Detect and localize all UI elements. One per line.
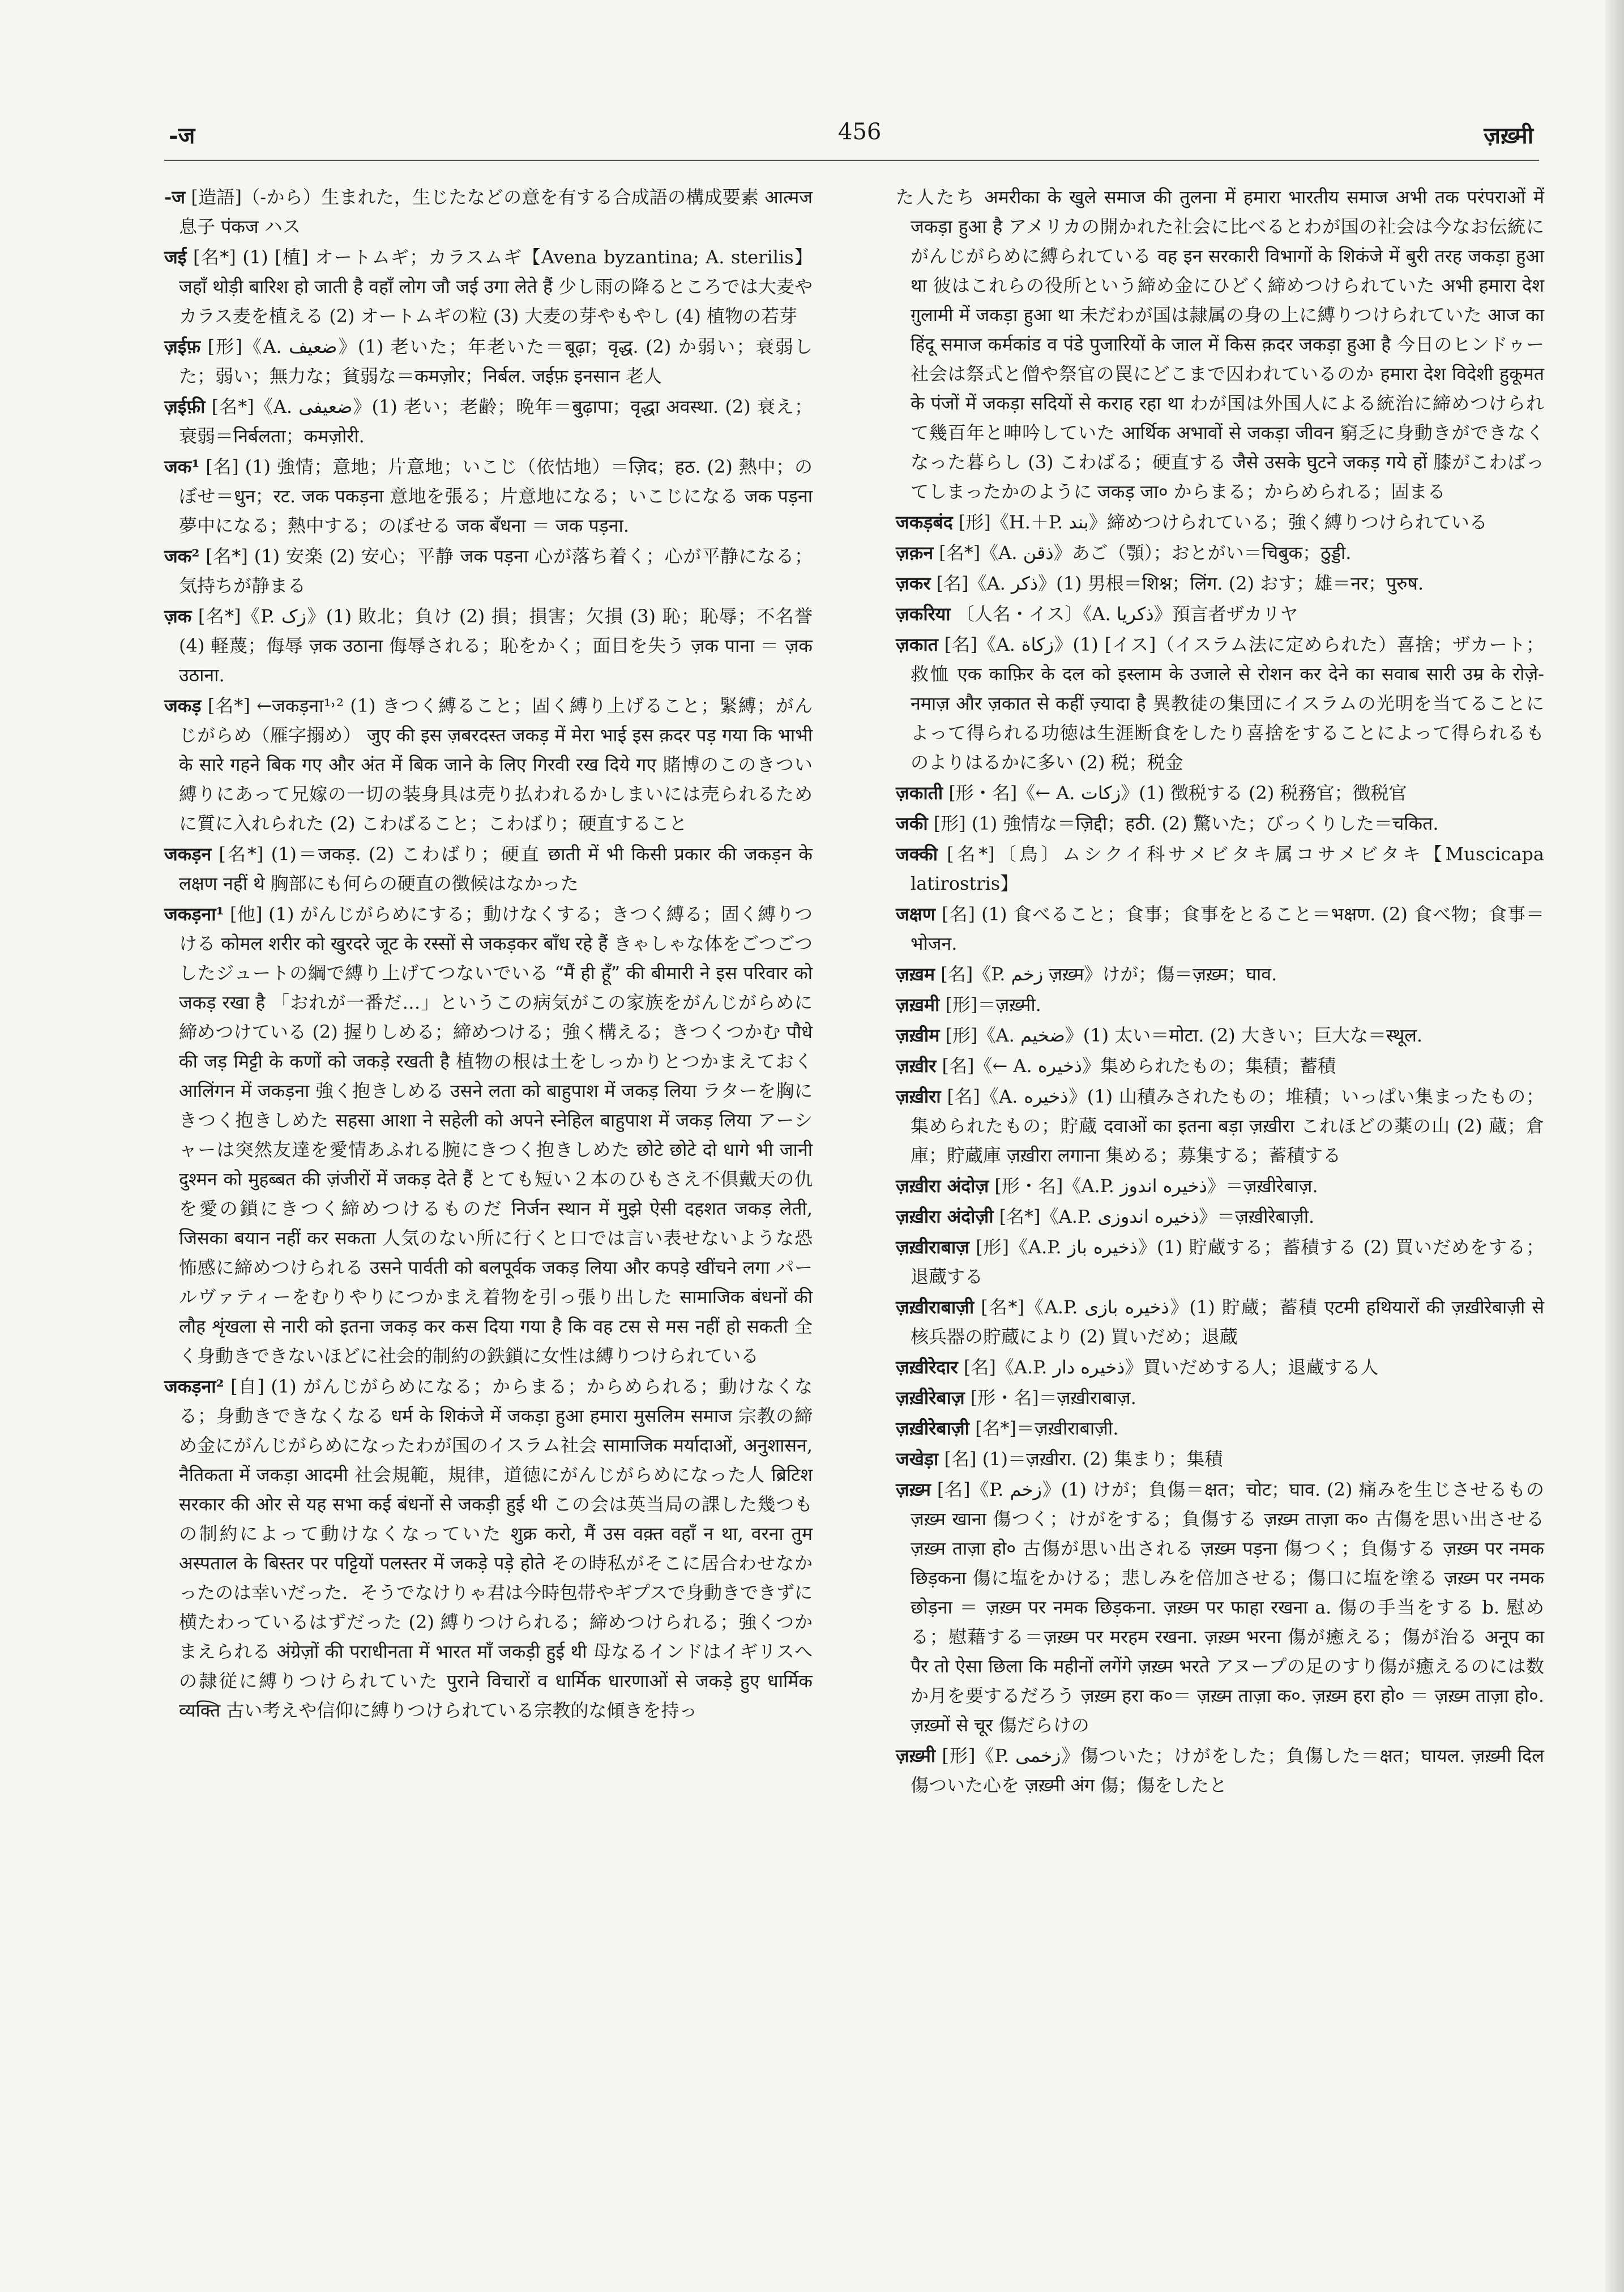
dictionary-entry	[896, 959, 1544, 989]
dictionary-entry	[164, 392, 813, 451]
entry-definition: [形・名]＝ज़ख़ीराबाज़.	[970, 1387, 1136, 1409]
entry-definition: [名] (1) 強情；意地；片意地；いこじ（依怙地）＝ज़िद；हठ. (2) 熱中；のぼせ＝धुन；रट. जक पकड़ना 意地を張る；片意地になる；いこじになる जक पड़ना 夢中になる；熱中する；のぼせる जक बँधना ＝ जक पड़ना.	[179, 456, 813, 536]
dictionary-entry	[164, 899, 813, 1371]
entry-headword: जक¹	[164, 456, 200, 477]
dictionary-entry	[896, 1202, 1544, 1231]
entry-headword: ज़ख़ीम	[896, 1025, 940, 1046]
dictionary-entry	[896, 1021, 1544, 1050]
entry-definition: [名*]《A. ذقن》あご（顎）；おとがい＝चिबुक；ठुड्डी.	[939, 542, 1352, 564]
entry-headword: ज़ख़म	[896, 963, 935, 985]
dictionary-entry	[164, 452, 813, 540]
page-number: 456	[838, 119, 882, 145]
entry-definition: [造語]（-から）生まれた，生じたなどの意を有する合成語の構成要素 आत्मज 息子 पंकज ハス	[179, 186, 813, 237]
entry-definition: [名]《← A. ذخيره》集められたもの；集積；蓄積	[942, 1055, 1336, 1077]
dictionary-entry	[896, 569, 1544, 598]
entry-headword: ज़ख़मी	[896, 994, 940, 1015]
entry-definition: [形]《A. ضعيف》(1) 老いた；年老いた＝बूढ़ा；वृद्ध. (2) か弱い；衰弱した；弱い；無力な；貧弱な＝कमज़ोर；निर्बल. जईफ़ इनसान 老人	[179, 336, 813, 387]
entry-headword: जकड़न	[164, 843, 212, 865]
running-head-right: ज़ख़्मी	[1484, 122, 1533, 149]
dictionary-entry	[896, 899, 1544, 958]
dictionary-entry	[896, 1232, 1544, 1291]
entry-definition: [名]《P. زخم》(1) けが；負傷＝क्षत；चोट；घाव. (2) 痛みを生じさせるもの ज़ख़्म खाना 傷つく；けがをする；負傷する ज़ख़्म ताज़ा क० 古傷を思い出させる ज़ख़्म ताज़ा हो० 古傷が思い出される ज़ख़्म पड़ना 傷つく；負傷する ज़ख़्म पर नमक छिड़कना 傷に塩をかける；悲しみを倍加させる；傷口に塩を塗る ज़ख़्म पर नमक छोड़ना ＝ ज़ख़्म पर नमक छिड़कना. ज़ख़्म पर फाहा रखना a. 傷の手当をする b. 慰める；慰藉する＝ज़ख़्म पर मरहम रखना. ज़ख़्म भरना 傷が癒える；傷が治る अनूप का पैर तो ऐसा छिला कि महीनों लगेंगे ज़ख़्म भरते アヌープの足のすり傷が癒えるのには数か月を要するだろう ज़ख़्म हरा क०＝ ज़ख़्म ताज़ा क०. ज़ख़्म हरा हो० ＝ ज़ख़्म ताज़ा हो०. ज़ख़्मों से चूर 傷だらけの	[911, 1479, 1544, 1736]
entry-definition: [形・名]《← A. زكات》(1) 徴税する (2) 税務官；徴税官	[948, 782, 1407, 804]
dictionary-entry	[164, 541, 813, 600]
dictionary-entry	[164, 1372, 813, 1725]
dictionary-entry	[896, 1082, 1544, 1170]
entry-headword: जक्षण	[896, 903, 935, 925]
dictionary-entry	[896, 1475, 1544, 1740]
entry-headword: जखेड़ा	[896, 1448, 939, 1470]
entry-headword: जक²	[164, 545, 200, 567]
entry-definition: [名*]《P. زک》(1) 敗北；負け (2) 損；損害；欠損 (3) 恥；恥辱；不名誉 (4) 軽蔑；侮辱 ज़क उठाना 侮辱される；恥をかく；面目を失う ज़क पाना ＝ ज़क उठाना.	[179, 605, 813, 686]
entry-headword: ज़ख़ीराबाज़	[896, 1236, 969, 1258]
entry-definition: [形]《A.P. ذخيره باز》(1) 貯蔵する；蓄積する (2) 買いだめをする；退蔵する	[911, 1236, 1544, 1287]
entry-headword: -ज	[164, 186, 186, 208]
dictionary-entry	[896, 990, 1544, 1019]
entry-definition: [名]《A.P. ذخيره دار》買いだめする人；退蔵する人	[963, 1356, 1379, 1378]
entry-headword: ज़ख़ीरा	[896, 1086, 941, 1107]
dictionary-entry	[164, 332, 813, 391]
entry-headword: ज़ख़ीरेदार	[896, 1356, 958, 1378]
dictionary-entry	[896, 538, 1544, 567]
entry-definition: [名*]＝ज़ख़ीराबाज़ी.	[975, 1418, 1119, 1439]
dictionary-entry	[896, 778, 1544, 808]
entry-headword: ज़क़न	[896, 542, 934, 564]
entry-headword: ज़करिया	[896, 603, 951, 625]
dictionary-entry	[896, 1171, 1544, 1201]
dictionary-entry	[896, 1444, 1544, 1474]
entry-headword: ज़ख़ीरा अंदोज़	[896, 1175, 989, 1197]
dictionary-entry	[896, 1051, 1544, 1081]
entry-definition: [名*]〔鳥〕ムシクイ科サメビタキ属コサメビタキ【Muscicapa latirostris】	[911, 843, 1544, 894]
dictionary-entry	[896, 507, 1544, 537]
entry-headword: ज़ईफ़ी	[164, 396, 206, 417]
dictionary-entry	[896, 599, 1544, 629]
left-column	[164, 182, 813, 1726]
dictionary-entry	[896, 839, 1544, 898]
entry-headword: जकड़बंद	[896, 511, 953, 533]
entry-definition: [名*] (1) [植] オートムギ；カラスムギ【Avena byzantina; A. sterilis】 जहाँ थोड़ी बारिश हो जाती है वहाँ लोग जौ जई उगा लेते हैं 少し雨の降るところでは大麦やカラス麦を植える (2) オートムギの粒 (3) 大麦の芽やもやし (4) 植物の若芽	[179, 246, 813, 327]
header-rule	[164, 160, 1539, 161]
dictionary-entry	[164, 691, 813, 838]
entry-definition: [自] (1) がんじがらめになる；からまる；からめられる；動けなくなる；身動きできなくなる धर्म के शिकंजे में जकड़ा हुआ हमारा मुसलिम समाज 宗教の締め金にがんじがらめになったわが国のイスラム社会 सामाजिक मर्यादाओं, अनुशासन, नैतिकता में जकड़ा आदमी 社会規範，規律，道徳にがんじがらめになった人 ब्रिटिश सरकार की ओर से यह सभा कई बंधनों से जकड़ी हुई थी この会は英当局の課した幾つもの制約によって動けなくなっていた शुक्र करो, मैं उस वक़्त वहाँ न था, वरना तुम अस्पताल के बिस्तर पर पट्टियों पलस्तर में जकड़े पड़े होते その時私がそこに居合わせなかったのは幸いだった．そうでなけりゃ君は今時包帯やギプスで身動きできずに横たわっているはずだった (2) 縛りつけられる；締めつけられる；強くつかまえられる अंग्रेज़ों की पराधीनता में भारत माँ जकड़ी हुई थी 母なるインドはイギリスへの隷従に縛りつけられていた पुराने विचारों व धार्मिक धारणाओं से जकड़े हुए धार्मिक व्यक्ति 古い考えや信仰に縛りつけられている宗教的な傾きを持っ	[179, 1376, 813, 1721]
entry-definition: [名]《A. ذخيره》(1) 山積みされたもの；堆積；いっぱい集まったもの；集められたもの；貯蔵 दवाओं का इतना बड़ा ज़ख़ीरा これほどの薬の山 (2) 蔵；倉庫；貯蔵庫 ज़ख़ीरा लगाना 集める；募集する；蓄積する	[911, 1086, 1544, 1166]
page-binding-shadow	[1605, 0, 1624, 2292]
entry-definition: [名]《P. زخم ज़ख़्म》けが；傷＝ज़ख़्म；घाव.	[941, 963, 1277, 985]
entry-headword: ज़ख़ीरेबाज़	[896, 1387, 965, 1409]
entry-definition: [名] (1) 食べること；食事；食事をとること＝भक्षण. (2) 食べ物；食事＝भोजन.	[911, 903, 1545, 954]
entry-headword: ज़कर	[896, 573, 931, 594]
entry-headword: ज़ख़्म	[896, 1479, 931, 1500]
entry-definition: [形]《A. ضخيم》(1) 太い＝मोटा. (2) 大きい；巨大な＝स्थूल.	[945, 1025, 1423, 1046]
dictionary-entry	[164, 839, 813, 898]
entry-headword: जकड़ना²	[164, 1376, 224, 1397]
entry-definition: 〔人名・イス〕《A. ذكريا》預言者ザカリヤ	[956, 603, 1298, 625]
entry-headword: ज़ख़ीरेबाज़ी	[896, 1418, 969, 1439]
entry-definition: [形]《P. زخمى》傷ついた；けがをした；負傷した＝क्षत；घायल. ज़ख़्मी दिल 傷ついた心を ज़ख़्मी अंग 傷；傷をしたと	[911, 1745, 1544, 1796]
entry-definition: [形] (1) 強情な＝ज़िद्दी；हठी. (2) 驚いた；びっくりした＝चकित.	[933, 813, 1439, 834]
dictionary-entry	[896, 1352, 1544, 1382]
entry-headword: ज़कात	[896, 634, 938, 655]
running-head-left: -ज	[169, 122, 195, 149]
entry-headword: ज़काती	[896, 782, 943, 804]
entry-definition: [名*] (1) 安楽 (2) 安心；平静 जक पड़ना 心が落ち着く；心が平静になる；気持ちが静まる	[179, 545, 813, 596]
entry-headword: ज़ख़ीर	[896, 1055, 937, 1077]
entry-definition: [名*] ←जकड़ना¹˒² (1) きつく縛ること；固く縛り上げること；緊縛；がんじがらめ（雁字搦め） जुए की इस ज़बरदस्त जकड़ में मेरा भाई इस क़दर पड़ गया कि भाभी के सारे गहने बिक गए और अंत में बिक जाने के लिए गिरवी रख दिये गए 賭博のこのきつい縛りにあって兄嫁の一切の装身具は売り払われるかしまいには売られるために質に入れられた (2) こわばること；こわばり；硬直すること	[179, 695, 813, 834]
entry-headword: जई	[164, 246, 187, 268]
dictionary-entry	[896, 182, 1544, 506]
entry-headword: जक्की	[896, 843, 938, 865]
entry-definition: [名*]《A. ضعيفى》(1) 老い；老齢；晩年＝बुढ़ापा；वृद्धा अवस्था. (2) 衰え；衰弱＝निर्बलता；कमज़ोरी.	[179, 396, 813, 447]
entry-headword: ज़ईफ़	[164, 336, 201, 357]
entry-definition: [名*]《A.P. ذخيره بازى》(1) 貯蔵；蓄積 एटमी हथियारों की ज़ख़ीरेबाज़ी से 核兵器の貯蔵により (2) 買いだめ；退蔵	[911, 1296, 1545, 1347]
entry-headword: जकी	[896, 813, 928, 834]
dictionary-entry	[896, 630, 1544, 777]
entry-definition: [他] (1) がんじがらめにする；動けなくする；きつく縛る；固く縛りつける कोमल शरीर को खुरदरे जूट के रस्सों से जकड़कर बाँध रहे हैं きゃしゃな体をごつごつしたジュートの綱で縛り上げてつないでいる “मैं ही हूँ” की बीमारी ने इस परिवार को जकड़ रखा है 「おれが一番だ…」というこの病気がこの家族をがんじがらめに締めつけている (2) 握りしめる；締めつける；強く構える；きつくつかむ पौधे की जड़ मिट्टी के कणों को जकड़े रखती है 植物の根は土をしっかりとつかまえておく आलिंगन में जकड़ना 強く抱きしめる उसने लता को बाहुपाश में जकड़ लिया ラターを胸にきつく抱きしめた सहसा आशा ने सहेली को अपने स्नेहिल बाहुपाश में जकड़ लिया アーシャーは突然友達を愛情あふれる腕にきつく抱きしめた छोटे छोटे दो धागे भी जानी दुश्मन को मुहब्बत की ज़ंजीरों में जकड़ देते हैं とても短い２本のひもさえ不倶戴天の仇を愛の鎖にきつく締めつけるものだ निर्जन स्थान में मुझे ऐसी दहशत जकड़ लेती, जिसका बयान नहीं कर सकता 人気のない所に行くと口では言い表せないような恐怖感に締めつけられる उसने पार्वती को बलपूर्वक जकड़ लिया और कपड़े खींचने लगा パールヴァティーをむりやりにつかまえ着物を引っ張り出した सामाजिक बंधनों की लौह शृंखला से नारी को इतना जकड़ कर कस दिया गया है कि वह टस से मस नहीं हो सकती 全く身動きできないほどに社会的制約の鉄鎖に女性は縛りつけられている	[179, 903, 813, 1367]
entry-definition: [名] (1)＝ज़ख़ीरा. (2) 集まり；集積	[944, 1448, 1223, 1470]
dictionary-entry	[896, 809, 1544, 838]
entry-definition: [形]《H.＋P. بند》締めつけられている；強く縛りつけられている	[958, 511, 1488, 533]
dictionary-entry	[164, 182, 813, 241]
dictionary-entry	[164, 242, 813, 331]
dictionary-entry	[164, 601, 813, 690]
right-column	[896, 182, 1544, 1801]
entry-headword: ज़ख़्मी	[896, 1745, 936, 1766]
dictionary-entry	[896, 1292, 1544, 1351]
entry-headword: ज़ख़ीराबाज़ी	[896, 1296, 975, 1318]
entry-headword: जकड़ना¹	[164, 903, 224, 925]
dictionary-entry	[896, 1741, 1544, 1800]
entry-definition: [形]＝ज़ख़्मी.	[945, 994, 1041, 1015]
entry-definition: た人たち अमरीका के खुले समाज की तुलना में हमारा भारतीय समाज अभी तक परंपराओं में जकड़ा हुआ है アメリカの開かれた社会に比べるとわが国の社会は今なお伝統にがんじがらめに縛られている वह इन सरकारी विभागों के शिकंजे में बुरी तरह जकड़ा हुआ था 彼はこれらの役所という締め金にひどく締めつけられていた अभी हमारा देश ग़ुलामी में जकड़ा हुआ था 未だわが国は隷属の身の上に縛りつけられていた आज का हिंदू समाज कर्मकांड व पंडे पुजारियों के जाल में किस क़दर जकड़ा हुआ है 今日のヒンドゥー社会は祭式と僧や祭官の罠にどこまで囚われているのか हमारा देश विदेशी हुकूमत के पंजों में जकड़ा सदियों से कराह रहा था わが国は外国人による統治に締めつけられて幾百年と呻吟していた आर्थिक अभावों से जकड़ा जीवन 窮乏に身動きができなくなった暮らし (3) こわばる；硬直する जैसे उसके घुटने जकड़ गये हों 膝がこわばってしまったかのように जकड़ जा० からまる；からめられる；固まる	[896, 186, 1544, 502]
entry-definition: [名]《A. زكاة》(1) [イス]（イスラム法に定められた）喜捨；ザカート；救恤 एक काफ़िर के दल को इस्लाम के उजाले से रोशन कर देने का सवाब सारी उम्र के रोज़े-नमाज़ और ज़कात से कहीं ज़्यादा है 異教徒の集団にイスラムの光明を当てることによって得られる功徳は生涯断食をしたり喜捨をすることによって得られるものよりはるかに多い (2) 税；税金	[911, 634, 1544, 773]
entry-definition: [名*]《A.P. ذخيره اندوزى》＝ज़ख़ीरेबाज़ी.	[999, 1206, 1315, 1227]
entry-headword: ज़ख़ीरा अंदोज़ी	[896, 1206, 994, 1227]
entry-headword: जकड़	[164, 695, 202, 716]
entry-definition: [形・名]《A.P. ذخيره اندوز》＝ज़ख़ीरेबाज़.	[994, 1175, 1318, 1197]
entry-headword: ज़क	[164, 605, 192, 627]
dictionary-entry	[896, 1414, 1544, 1443]
dictionary-entry	[896, 1383, 1544, 1412]
entry-definition: [名*] (1)＝जकड़. (2) こわばり；硬直 छाती में भी किसी प्रकार की जकड़न के लक्षण नहीं थे 胸部にも何らの硬直の徴候はなかった	[179, 843, 813, 894]
entry-definition: [名]《A. ذكر》(1) 男根＝शिश्न；लिंग. (2) おす；雄＝नर；पुरुष.	[936, 573, 1424, 594]
